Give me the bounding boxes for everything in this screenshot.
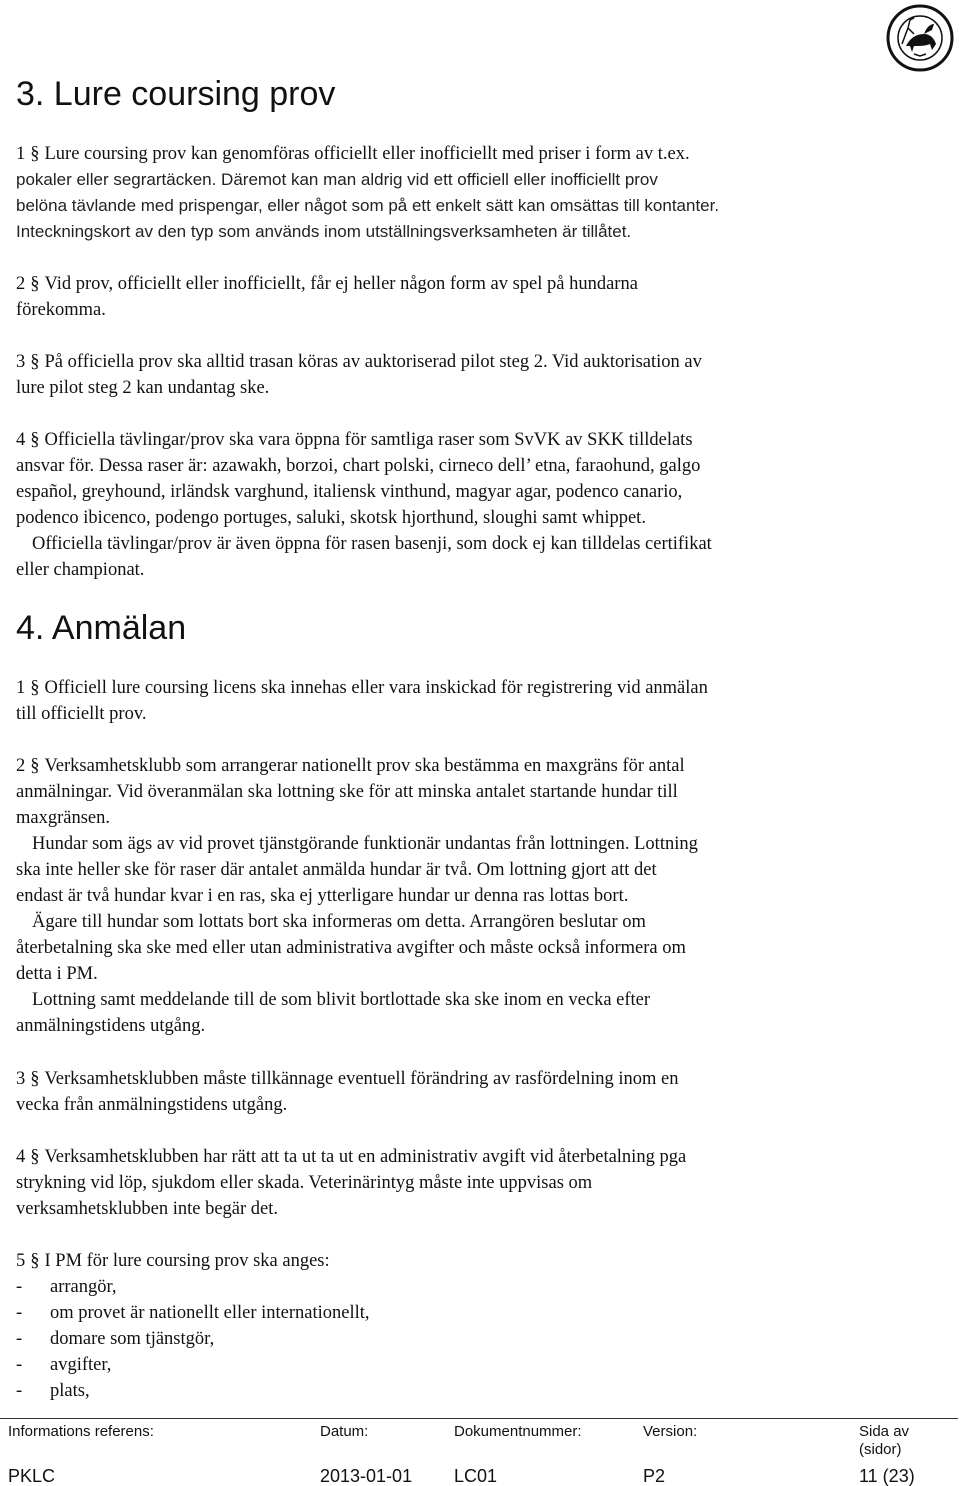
footer-value-version: P2 (643, 1466, 666, 1486)
section-4-heading: 4. Anmälan (16, 609, 187, 647)
section-4-paragraph-5: 5 § I PM för lure coursing prov ska anges: (16, 1248, 846, 1274)
footer-label-reference: Informations referens: (8, 1423, 154, 1440)
section-sign-icon: § (30, 756, 40, 776)
footer-label-docnum: Dokumentnummer: (454, 1423, 582, 1440)
section-3-paragraph-3: 3 § På officiella prov ska alltid trasan köras av auktoriserad pilot steg 2. Vid auktorisation av lure pilot steg 2 kan undantag ske. (16, 349, 846, 401)
section-4-paragraph-2: 2 § Verksamhetsklubb som arrangerar nationellt prov ska bestämma en maxgräns för antal anmälningar. Vid överanmälan ska lottning ske för att minska antalet startande hundar till maxgränsen. Hundar som ägs av vid provet tjänstgörande funktionär undantas från lottningen. Lottning ska inte heller ske för raser där antalet anmälda hundar är två. Om lottning gjort att det endast är två hundar kvar i en ras, ska ej ytterligare hundar ur denna ras lottas bort. Ägare till hundar som lottats bort ska informeras om detta. Arrangören beslutar om återbetalning ska ske med eller utan administrativa avgifter och måste också informera om detta i PM. Lottning samt meddelande till de som blivit bortlottade ska ske inom en vecka efter anmälningstidens utgång. (16, 753, 846, 1039)
section-sign-icon: § (30, 1069, 40, 1089)
footer-value-reference: PKLC (8, 1466, 56, 1486)
footer-value-docnum: LC01 (454, 1466, 498, 1486)
section-4-paragraph-4: 4 § Verksamhetsklubben har rätt att ta ut ta ut en administrativ avgift vid återbetalning pga strykning vid löp, sjukdom eller skada. Veterinärintyg måste inte uppvisas om verksamhetsklubben inte begär det. (16, 1144, 846, 1222)
section-3-paragraph-2: 2 § Vid prov, officiellt eller inofficiellt, får ej heller någon form av spel på hundarna förekomma. (16, 271, 846, 323)
section-3-paragraph-4: 4 § Officiella tävlingar/prov ska vara öppna för samtliga raser som SvVK av SKK tilldelats ansvar för. Dessa raser är: azawakh, borzoi, chart polski, cirneco dell’ etna, faraohund, galgo español, greyhound, irländsk varghund, italiensk vinthund, magyar agar, podenco canario, podenco ibicenco, podengo portuges, saluki, skotsk hjorthund, sloughi samt whippet. Officiella tävlingar/prov är även öppna för rasen basenji, som dock ej kan tilldelas certifikat eller championat. (16, 427, 846, 583)
footer-label-date: Datum: (320, 1423, 369, 1440)
section-sign-icon: § (30, 678, 40, 698)
footer-value-page: 11 (23) (859, 1466, 915, 1486)
section-sign-icon: § (30, 352, 40, 372)
section-sign-icon: § (30, 144, 40, 164)
footer-label-page: Sida av (859, 1423, 910, 1440)
list-item: - om provet är nationellt eller internationellt, (16, 1303, 370, 1323)
footer-label-version: Version: (643, 1423, 698, 1440)
pm-requirements-list (16, 1274, 370, 1404)
footer-divider (0, 1418, 958, 1419)
list-item: - domare som tjänstgör, (16, 1329, 215, 1349)
section-3-heading: 3. Lure coursing prov (16, 75, 336, 113)
footer-value-date: 2013-01-01 (320, 1466, 413, 1486)
section-sign-icon: § (30, 1147, 40, 1167)
list-item: - arrangör, (16, 1277, 117, 1297)
section-sign-icon: § (30, 1251, 40, 1271)
footer-label-page-sub: (sidor) (859, 1441, 902, 1458)
section-3-paragraph-1-cont: pokaler eller segrartäcken. Däremot kan man aldrig vid ett officiell eller inofficiellt prov belöna tävlande med prispengar, eller något som på ett enkelt sätt kan omsättas till kontanter. Inteckningskort av den typ som används inom utställningsverksamheten är tillåtet. (16, 170, 720, 241)
section-4-paragraph-3: 3 § Verksamhetsklubben måste tillkännage eventuell förändring av rasfördelning inom en vecka från anmälningstidens utgång. (16, 1066, 846, 1118)
list-item: - avgifter, (16, 1355, 112, 1375)
section-sign-icon: § (30, 430, 40, 450)
section-3-paragraph-1: 1 § Lure coursing prov kan genomföras officiellt eller inofficiellt med priser i form av t.ex. (16, 141, 846, 167)
section-sign-icon: § (30, 274, 40, 294)
list-item: - plats, (16, 1381, 90, 1401)
section-4-paragraph-1: 1 § Officiell lure coursing licens ska innehas eller vara inskickad för registrering vid anmälan till officiellt prov. (16, 675, 846, 727)
club-logo-icon (886, 4, 954, 72)
